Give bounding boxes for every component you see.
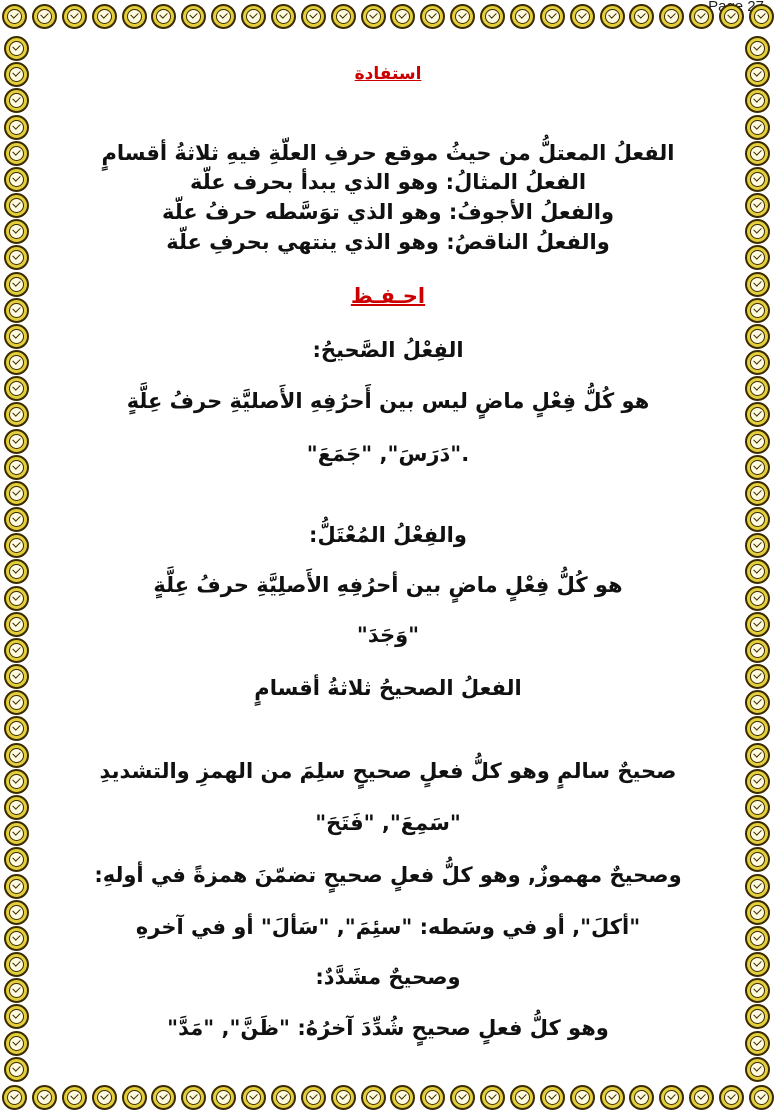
heading-ihfaz: احـفـظ	[350, 284, 426, 308]
border-medallion-icon	[4, 245, 29, 270]
border-medallion-icon	[4, 507, 29, 532]
medallion-center-icon	[306, 1090, 321, 1105]
medallion-center-icon	[750, 41, 765, 56]
border-medallion-icon	[745, 115, 770, 140]
border-medallion-icon	[745, 559, 770, 584]
border-medallion-icon	[4, 324, 29, 349]
medallion-center-icon	[750, 721, 765, 736]
medallion-center-icon	[9, 355, 24, 370]
border-medallion-icon	[92, 1085, 117, 1110]
border-medallion-icon	[749, 4, 774, 29]
medallion-center-icon	[9, 381, 24, 396]
medallion-center-icon	[9, 250, 24, 265]
medallion-center-icon	[336, 9, 351, 24]
border-medallion-icon	[211, 4, 236, 29]
body-line: الفعلُ الصحيحُ ثلاثةُ أقسامٍ	[254, 676, 522, 700]
border-medallion-icon	[151, 4, 176, 29]
border-medallion-icon	[4, 62, 29, 87]
intro-line: والفعلُ الناقصُ: وهو الذي ينتهي بحرفِ علّة	[166, 230, 610, 254]
border-medallion-icon	[4, 1031, 29, 1056]
border-medallion-icon	[4, 141, 29, 166]
medallion-center-icon	[515, 9, 530, 24]
medallion-center-icon	[9, 460, 24, 475]
medallion-center-icon	[156, 1090, 171, 1105]
medallion-center-icon	[9, 748, 24, 763]
medallion-center-icon	[750, 355, 765, 370]
medallion-center-icon	[37, 9, 52, 24]
medallion-center-icon	[216, 1090, 231, 1105]
medallion-center-icon	[9, 512, 24, 527]
body-line: "وَجَدَ"	[356, 623, 420, 647]
medallion-center-icon	[750, 146, 765, 161]
border-medallion-icon	[181, 4, 206, 29]
heading-istifada: استفادة	[354, 64, 422, 84]
medallion-center-icon	[694, 9, 709, 24]
body-line: "سَمِعَ", "فَتَحَ"	[315, 811, 461, 835]
medallion-center-icon	[750, 1062, 765, 1077]
medallion-center-icon	[750, 643, 765, 658]
medallion-center-icon	[750, 250, 765, 265]
border-medallion-icon	[4, 821, 29, 846]
border-medallion-icon	[390, 4, 415, 29]
border-medallion-icon	[745, 402, 770, 427]
medallion-center-icon	[750, 329, 765, 344]
border-medallion-icon	[745, 324, 770, 349]
medallion-center-icon	[9, 905, 24, 920]
medallion-center-icon	[750, 1009, 765, 1024]
border-medallion-icon	[629, 1085, 654, 1110]
border-medallion-icon	[92, 4, 117, 29]
medallion-center-icon	[750, 826, 765, 841]
medallion-center-icon	[750, 1036, 765, 1051]
medallion-center-icon	[246, 1090, 261, 1105]
border-medallion-icon	[745, 926, 770, 951]
medallion-center-icon	[127, 9, 142, 24]
border-medallion-icon	[331, 4, 356, 29]
body-line: الفِعْلُ الصَّحيحُ:	[312, 338, 464, 362]
medallion-center-icon	[7, 1090, 22, 1105]
border-medallion-icon	[2, 4, 27, 29]
medallion-center-icon	[754, 9, 769, 24]
border-medallion-icon	[4, 1004, 29, 1029]
border-medallion-icon	[4, 716, 29, 741]
border-medallion-icon	[4, 88, 29, 113]
border-medallion-icon	[4, 533, 29, 558]
medallion-center-icon	[750, 120, 765, 135]
border-medallion-icon	[4, 1057, 29, 1082]
medallion-center-icon	[750, 381, 765, 396]
border-medallion-icon	[62, 1085, 87, 1110]
border-medallion-icon	[480, 4, 505, 29]
medallion-center-icon	[9, 1062, 24, 1077]
intro-line: الفعلُ المعتلُّ من حيثُ موقع حرفِ العلّةِ فيهِ ثلاثةُ أقسامٍ	[101, 141, 675, 165]
border-medallion-icon	[420, 4, 445, 29]
border-medallion-icon	[745, 795, 770, 820]
medallion-center-icon	[750, 774, 765, 789]
border-medallion-icon	[4, 167, 29, 192]
intro-line: الفعلُ المثالُ: وهو الذي يبدأ بحرف علّة	[189, 170, 587, 194]
border-medallion-icon	[745, 141, 770, 166]
medallion-center-icon	[9, 303, 24, 318]
border-medallion-icon	[540, 4, 565, 29]
body-line: "أكلَ", أو في وسَطه: "سئِمَ", "سَألَ" أو في آخرهِ	[135, 915, 641, 939]
medallion-center-icon	[575, 1090, 590, 1105]
medallion-center-icon	[515, 1090, 530, 1105]
medallion-center-icon	[97, 1090, 112, 1105]
medallion-center-icon	[366, 9, 381, 24]
medallion-center-icon	[750, 277, 765, 292]
border-medallion-icon	[361, 4, 386, 29]
border-medallion-icon	[4, 272, 29, 297]
border-medallion-icon	[749, 1085, 774, 1110]
medallion-center-icon	[750, 905, 765, 920]
medallion-center-icon	[9, 564, 24, 579]
border-medallion-icon	[4, 978, 29, 1003]
medallion-center-icon	[634, 1090, 649, 1105]
border-medallion-icon	[745, 716, 770, 741]
medallion-center-icon	[425, 9, 440, 24]
medallion-center-icon	[306, 9, 321, 24]
border-medallion-icon	[4, 743, 29, 768]
border-medallion-icon	[719, 4, 744, 29]
medallion-center-icon	[425, 1090, 440, 1105]
medallion-center-icon	[750, 879, 765, 894]
medallion-center-icon	[9, 120, 24, 135]
medallion-center-icon	[9, 172, 24, 187]
border-medallion-icon	[4, 874, 29, 899]
border-medallion-icon	[745, 1031, 770, 1056]
medallion-center-icon	[575, 9, 590, 24]
medallion-center-icon	[9, 224, 24, 239]
border-medallion-icon	[745, 664, 770, 689]
medallion-center-icon	[9, 1009, 24, 1024]
border-medallion-icon	[480, 1085, 505, 1110]
border-medallion-icon	[390, 1085, 415, 1110]
medallion-center-icon	[9, 407, 24, 422]
border-medallion-icon	[689, 4, 714, 29]
page-content	[40, 36, 736, 1082]
border-medallion-icon	[62, 4, 87, 29]
border-medallion-icon	[4, 612, 29, 637]
medallion-center-icon	[750, 564, 765, 579]
border-medallion-icon	[241, 1085, 266, 1110]
medallion-center-icon	[750, 512, 765, 527]
border-medallion-icon	[745, 638, 770, 663]
border-medallion-icon	[4, 952, 29, 977]
medallion-center-icon	[9, 774, 24, 789]
medallion-center-icon	[750, 224, 765, 239]
medallion-center-icon	[750, 617, 765, 632]
border-medallion-icon	[719, 1085, 744, 1110]
border-medallion-icon	[745, 612, 770, 637]
border-medallion-icon	[4, 350, 29, 375]
medallion-center-icon	[750, 931, 765, 946]
medallion-center-icon	[750, 800, 765, 815]
medallion-center-icon	[485, 9, 500, 24]
medallion-center-icon	[366, 1090, 381, 1105]
medallion-center-icon	[395, 1090, 410, 1105]
medallion-center-icon	[9, 486, 24, 501]
medallion-center-icon	[9, 146, 24, 161]
border-medallion-icon	[745, 36, 770, 61]
border-medallion-icon	[4, 926, 29, 951]
border-medallion-icon	[600, 1085, 625, 1110]
medallion-center-icon	[750, 93, 765, 108]
decorative-border-top	[0, 4, 776, 33]
medallion-center-icon	[750, 172, 765, 187]
medallion-center-icon	[276, 1090, 291, 1105]
medallion-center-icon	[9, 1036, 24, 1051]
border-medallion-icon	[122, 4, 147, 29]
body-line: هو كُلُّ فِعْلٍ ماضٍ ليس بين أَحرُفِهِ الأَصليَّةِ حرفُ عِلَّةٍ	[126, 389, 650, 413]
border-medallion-icon	[745, 978, 770, 1003]
medallion-center-icon	[9, 721, 24, 736]
medallion-center-icon	[9, 198, 24, 213]
border-medallion-icon	[4, 900, 29, 925]
medallion-center-icon	[754, 1090, 769, 1105]
border-medallion-icon	[745, 690, 770, 715]
intro-line: والفعلُ الأجوفُ: وهو الذي توَسَّطه حرفُ علّة	[161, 200, 615, 224]
border-medallion-icon	[745, 272, 770, 297]
medallion-center-icon	[67, 9, 82, 24]
border-medallion-icon	[211, 1085, 236, 1110]
medallion-center-icon	[750, 748, 765, 763]
medallion-center-icon	[395, 9, 410, 24]
medallion-center-icon	[9, 329, 24, 344]
medallion-center-icon	[750, 303, 765, 318]
medallion-center-icon	[724, 1090, 739, 1105]
medallion-center-icon	[750, 983, 765, 998]
medallion-center-icon	[750, 538, 765, 553]
border-medallion-icon	[241, 4, 266, 29]
medallion-center-icon	[750, 852, 765, 867]
border-medallion-icon	[629, 4, 654, 29]
border-medallion-icon	[271, 1085, 296, 1110]
border-medallion-icon	[151, 1085, 176, 1110]
border-medallion-icon	[181, 1085, 206, 1110]
medallion-center-icon	[7, 9, 22, 24]
border-medallion-icon	[745, 429, 770, 454]
body-line: هو كُلُّ فِعْلٍ ماضٍ بين أحرُفِهِ الأَصلِيَّةِ حرفُ عِلَّةٍ	[153, 573, 623, 597]
medallion-center-icon	[664, 1090, 679, 1105]
border-medallion-icon	[450, 1085, 475, 1110]
border-medallion-icon	[331, 1085, 356, 1110]
medallion-center-icon	[9, 41, 24, 56]
decorative-border-right	[745, 36, 774, 1082]
border-medallion-icon	[540, 1085, 565, 1110]
border-medallion-icon	[745, 376, 770, 401]
medallion-center-icon	[9, 93, 24, 108]
border-medallion-icon	[301, 4, 326, 29]
medallion-center-icon	[9, 957, 24, 972]
border-medallion-icon	[745, 193, 770, 218]
border-medallion-icon	[600, 4, 625, 29]
border-medallion-icon	[570, 4, 595, 29]
border-medallion-icon	[510, 4, 535, 29]
medallion-center-icon	[9, 669, 24, 684]
medallion-center-icon	[750, 669, 765, 684]
border-medallion-icon	[450, 4, 475, 29]
border-medallion-icon	[4, 376, 29, 401]
medallion-center-icon	[9, 434, 24, 449]
border-medallion-icon	[32, 4, 57, 29]
border-medallion-icon	[4, 481, 29, 506]
border-medallion-icon	[745, 743, 770, 768]
border-medallion-icon	[745, 455, 770, 480]
border-medallion-icon	[745, 245, 770, 270]
border-medallion-icon	[4, 769, 29, 794]
border-medallion-icon	[745, 1057, 770, 1082]
border-medallion-icon	[745, 952, 770, 977]
medallion-center-icon	[186, 9, 201, 24]
border-medallion-icon	[122, 1085, 147, 1110]
border-medallion-icon	[4, 690, 29, 715]
border-medallion-icon	[745, 350, 770, 375]
border-medallion-icon	[4, 402, 29, 427]
border-medallion-icon	[301, 1085, 326, 1110]
border-medallion-icon	[4, 298, 29, 323]
border-medallion-icon	[4, 638, 29, 663]
medallion-center-icon	[127, 1090, 142, 1105]
decorative-border-left	[4, 36, 33, 1082]
body-line: صحيحٌ سالمٍ وهو كلُّ فعلٍ صحيحٍ سلِمَ من الهمزِ والتشديدِ	[99, 759, 677, 783]
medallion-center-icon	[750, 460, 765, 475]
border-medallion-icon	[745, 62, 770, 87]
medallion-center-icon	[724, 9, 739, 24]
medallion-center-icon	[545, 1090, 560, 1105]
decorative-border-bottom	[0, 1085, 776, 1114]
border-medallion-icon	[510, 1085, 535, 1110]
border-medallion-icon	[659, 4, 684, 29]
medallion-center-icon	[9, 643, 24, 658]
medallion-center-icon	[37, 1090, 52, 1105]
medallion-center-icon	[9, 617, 24, 632]
border-medallion-icon	[745, 481, 770, 506]
medallion-center-icon	[9, 695, 24, 710]
body-line: وهو كلُّ فعلٍ صحيحٍ شُدِّدَ آخرُهُ: "ظَنَّ", "مَدَّ"	[167, 1016, 609, 1040]
border-medallion-icon	[745, 900, 770, 925]
medallion-center-icon	[750, 407, 765, 422]
border-medallion-icon	[745, 821, 770, 846]
border-medallion-icon	[32, 1085, 57, 1110]
border-medallion-icon	[745, 533, 770, 558]
medallion-center-icon	[750, 198, 765, 213]
medallion-center-icon	[605, 1090, 620, 1105]
border-medallion-icon	[570, 1085, 595, 1110]
border-medallion-icon	[4, 664, 29, 689]
border-medallion-icon	[361, 1085, 386, 1110]
border-medallion-icon	[659, 1085, 684, 1110]
border-medallion-icon	[271, 4, 296, 29]
border-medallion-icon	[2, 1085, 27, 1110]
border-medallion-icon	[745, 874, 770, 899]
medallion-center-icon	[750, 486, 765, 501]
border-medallion-icon	[745, 298, 770, 323]
medallion-center-icon	[545, 9, 560, 24]
medallion-center-icon	[750, 591, 765, 606]
border-medallion-icon	[745, 586, 770, 611]
medallion-center-icon	[186, 1090, 201, 1105]
border-medallion-icon	[4, 429, 29, 454]
medallion-center-icon	[9, 800, 24, 815]
border-medallion-icon	[745, 167, 770, 192]
border-medallion-icon	[4, 847, 29, 872]
border-medallion-icon	[4, 36, 29, 61]
medallion-center-icon	[694, 1090, 709, 1105]
body-line: وصحيحٌ مشَدَّدٌ:	[315, 965, 461, 989]
medallion-center-icon	[9, 277, 24, 292]
border-medallion-icon	[4, 795, 29, 820]
border-medallion-icon	[745, 1004, 770, 1029]
border-medallion-icon	[745, 88, 770, 113]
body-line: وصحيحٌ مهموزٌ, وهو كلُّ فعلٍ صحيحٍ تضمّنَ همزةً في أولهِ:	[94, 863, 682, 887]
medallion-center-icon	[336, 1090, 351, 1105]
border-medallion-icon	[4, 586, 29, 611]
medallion-center-icon	[67, 1090, 82, 1105]
medallion-center-icon	[9, 67, 24, 82]
medallion-center-icon	[9, 983, 24, 998]
border-medallion-icon	[745, 219, 770, 244]
border-medallion-icon	[4, 193, 29, 218]
body-line: ."دَرَسَ", "جَمَعَ"	[306, 442, 470, 466]
medallion-center-icon	[9, 826, 24, 841]
medallion-center-icon	[750, 434, 765, 449]
medallion-center-icon	[216, 9, 231, 24]
border-medallion-icon	[4, 559, 29, 584]
border-medallion-icon	[689, 1085, 714, 1110]
border-medallion-icon	[4, 455, 29, 480]
border-medallion-icon	[745, 507, 770, 532]
medallion-center-icon	[9, 852, 24, 867]
medallion-center-icon	[9, 538, 24, 553]
medallion-center-icon	[9, 931, 24, 946]
medallion-center-icon	[276, 9, 291, 24]
body-line: والفِعْلُ المُعْتَلُّ:	[309, 523, 467, 547]
medallion-center-icon	[156, 9, 171, 24]
medallion-center-icon	[605, 9, 620, 24]
medallion-center-icon	[750, 695, 765, 710]
medallion-center-icon	[750, 957, 765, 972]
medallion-center-icon	[455, 1090, 470, 1105]
border-medallion-icon	[745, 847, 770, 872]
border-medallion-icon	[745, 769, 770, 794]
medallion-center-icon	[664, 9, 679, 24]
medallion-center-icon	[246, 9, 261, 24]
medallion-center-icon	[634, 9, 649, 24]
medallion-center-icon	[485, 1090, 500, 1105]
border-medallion-icon	[420, 1085, 445, 1110]
medallion-center-icon	[9, 591, 24, 606]
border-medallion-icon	[4, 219, 29, 244]
border-medallion-icon	[4, 115, 29, 140]
medallion-center-icon	[9, 879, 24, 894]
medallion-center-icon	[750, 67, 765, 82]
medallion-center-icon	[455, 9, 470, 24]
medallion-center-icon	[97, 9, 112, 24]
